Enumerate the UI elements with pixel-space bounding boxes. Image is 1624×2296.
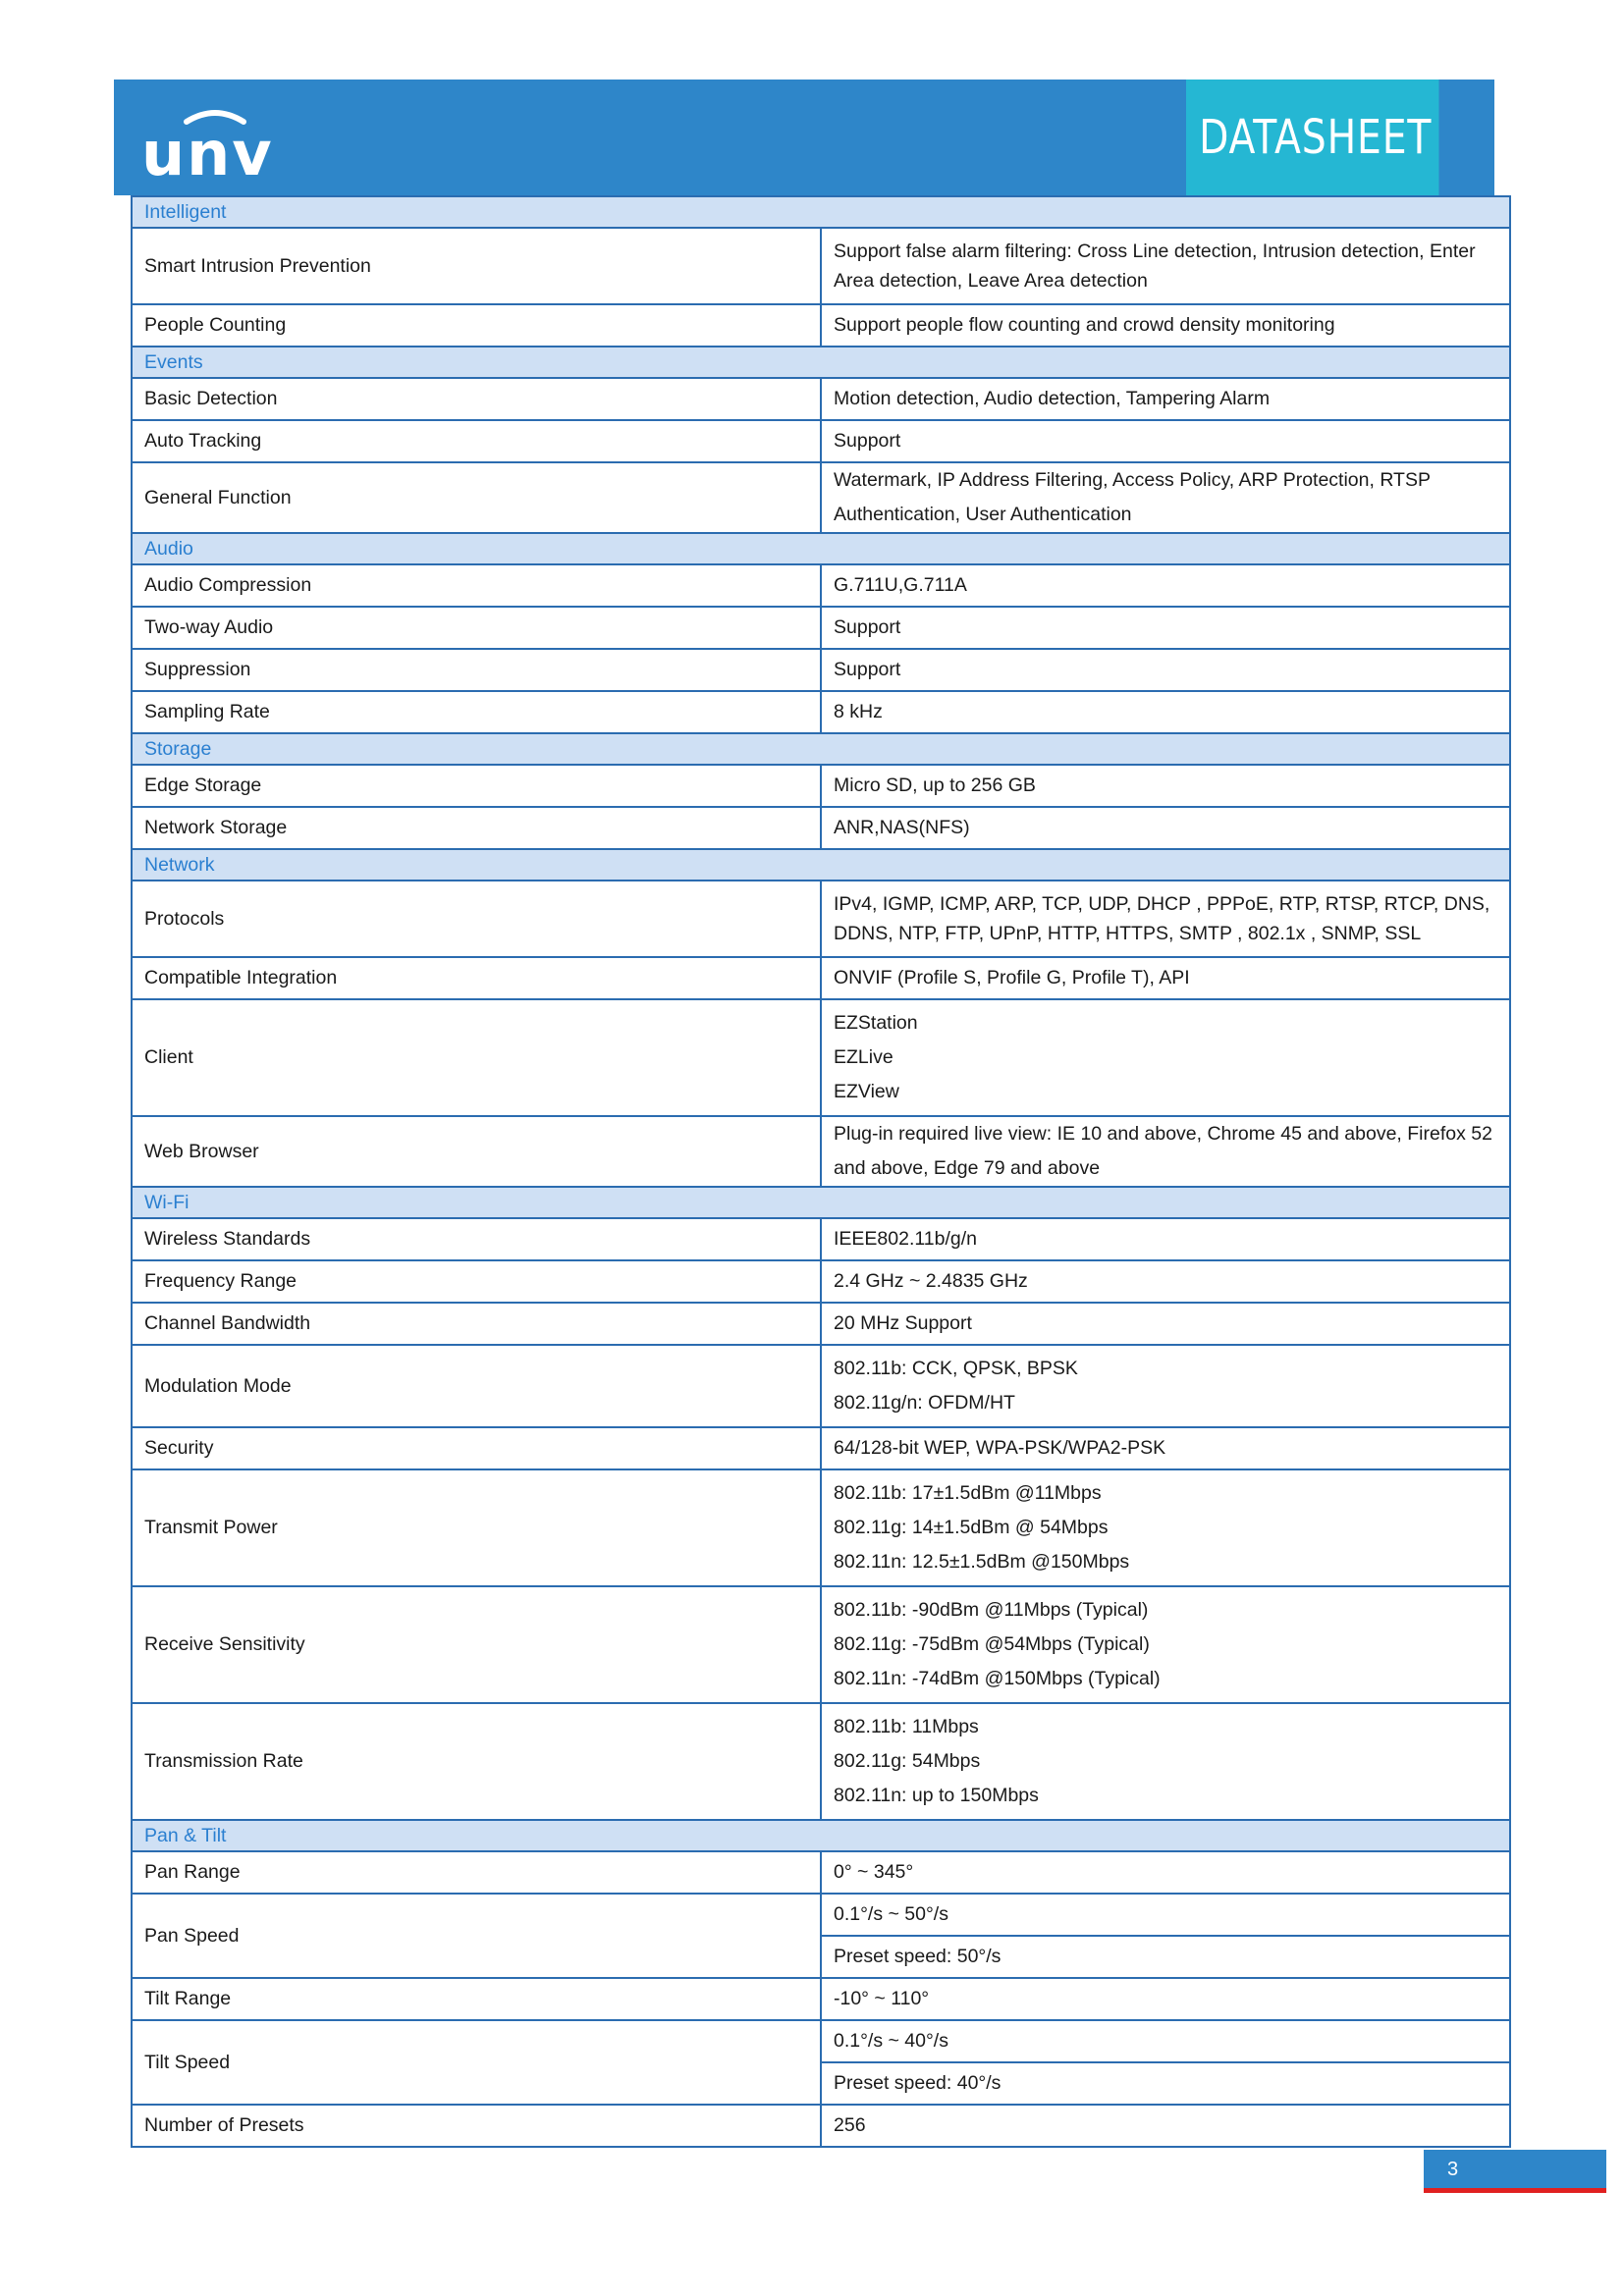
- spec-row: [132, 1260, 1510, 1303]
- spec-value: 2.4 GHz ~ 2.4835 GHz: [821, 1260, 1510, 1303]
- section-header: [132, 1820, 1510, 1851]
- spec-value: 0.1°/s ~ 40°/s: [821, 2020, 1510, 2062]
- section-title: Intelligent: [132, 196, 1510, 228]
- spec-label: Smart Intrusion Prevention: [132, 228, 821, 304]
- spec-row: [132, 1218, 1510, 1260]
- spec-value: EZLive: [834, 1046, 893, 1068]
- spec-value: Support: [821, 607, 1510, 649]
- spec-value: 20 MHz Support: [821, 1303, 1510, 1345]
- spec-label: Modulation Mode: [132, 1345, 821, 1427]
- section-title: Storage: [132, 733, 1510, 765]
- spec-row: [132, 564, 1510, 607]
- spec-row: [132, 462, 1510, 533]
- spec-value: IEEE802.11b/g/n: [821, 1218, 1510, 1260]
- spec-label: Client: [132, 999, 821, 1116]
- spec-row: [132, 1116, 1510, 1187]
- spec-row: [132, 881, 1510, 957]
- spec-label: Tilt Speed: [132, 2020, 821, 2105]
- spec-value: 802.11b: -90dBm @11Mbps (Typical): [834, 1599, 1149, 1621]
- spec-value: Support: [821, 420, 1510, 462]
- section-title: Pan & Tilt: [132, 1820, 1510, 1851]
- spec-value: Watermark, IP Address Filtering, Access Policy, ARP Protection, RTSP Authentication, User Authentication: [821, 462, 1510, 533]
- spec-value-list: [821, 999, 1510, 1116]
- spec-value: 0.1°/s ~ 50°/s: [821, 1894, 1510, 1936]
- spec-label: Transmission Rate: [132, 1703, 821, 1820]
- spec-row: [132, 420, 1510, 462]
- spec-value-list: [821, 1345, 1510, 1427]
- spec-label: Edge Storage: [132, 765, 821, 807]
- spec-row: [132, 1427, 1510, 1469]
- spec-label: Receive Sensitivity: [132, 1586, 821, 1703]
- spec-label: General Function: [132, 462, 821, 533]
- spec-row: [132, 1586, 1510, 1703]
- spec-value: 802.11b: CCK, QPSK, BPSK: [834, 1358, 1078, 1379]
- spec-value: ANR,NAS(NFS): [821, 807, 1510, 849]
- spec-table: [131, 195, 1511, 2148]
- spec-label: Basic Detection: [132, 378, 821, 420]
- spec-value: G.711U,G.711A: [821, 564, 1510, 607]
- spec-label: Web Browser: [132, 1116, 821, 1187]
- section-title: Network: [132, 849, 1510, 881]
- spec-row: [132, 1469, 1510, 1586]
- spec-label: Tilt Range: [132, 1978, 821, 2020]
- spec-label: Wireless Standards: [132, 1218, 821, 1260]
- spec-label: Network Storage: [132, 807, 821, 849]
- spec-value: 64/128-bit WEP, WPA-PSK/WPA2-PSK: [821, 1427, 1510, 1469]
- spec-row: [132, 304, 1510, 347]
- spec-value: 802.11b: 17±1.5dBm @11Mbps: [834, 1482, 1102, 1504]
- section-header: [132, 849, 1510, 881]
- spec-value: 802.11g: 14±1.5dBm @ 54Mbps: [834, 1517, 1109, 1538]
- section-title: Events: [132, 347, 1510, 378]
- section-header: [132, 533, 1510, 564]
- spec-value: Support false alarm filtering: Cross Line detection, Intrusion detection, Enter Area detection, Leave Area detection: [821, 228, 1510, 304]
- spec-row: [132, 1345, 1510, 1427]
- spec-label: Protocols: [132, 881, 821, 957]
- spec-value: -10° ~ 110°: [821, 1978, 1510, 2020]
- spec-value: Preset speed: 50°/s: [821, 1936, 1510, 1978]
- spec-row: [132, 607, 1510, 649]
- spec-value-list: [821, 1586, 1510, 1703]
- spec-row: [132, 1894, 1510, 1936]
- spec-label: Transmit Power: [132, 1469, 821, 1586]
- spec-label: People Counting: [132, 304, 821, 347]
- spec-row: [132, 957, 1510, 999]
- spec-value: IPv4, IGMP, ICMP, ARP, TCP, UDP, DHCP , PPPoE, RTP, RTSP, RTCP, DNS, DDNS, NTP, FTP, UPnP, HTTP, HTTPS, SMTP , 802.1x , SNMP, SSL: [821, 881, 1510, 957]
- spec-value: ONVIF (Profile S, Profile G, Profile T), API: [821, 957, 1510, 999]
- section-header: [132, 347, 1510, 378]
- page-number: 3: [1424, 2150, 1606, 2189]
- spec-row: [132, 378, 1510, 420]
- spec-value: 802.11n: -74dBm @150Mbps (Typical): [834, 1668, 1161, 1689]
- spec-value: 802.11b: 11Mbps: [834, 1716, 979, 1737]
- spec-label: Frequency Range: [132, 1260, 821, 1303]
- section-header: [132, 196, 1510, 228]
- spec-value-list: [821, 1703, 1510, 1820]
- spec-value: 802.11n: up to 150Mbps: [834, 1785, 1039, 1806]
- spec-row: [132, 1851, 1510, 1894]
- spec-label: Security: [132, 1427, 821, 1469]
- spec-label: Channel Bandwidth: [132, 1303, 821, 1345]
- spec-row: [132, 807, 1510, 849]
- svg-text:unv: unv: [141, 118, 274, 181]
- spec-row: [132, 691, 1510, 733]
- spec-row: [132, 2020, 1510, 2062]
- spec-row: [132, 228, 1510, 304]
- spec-label: Two-way Audio: [132, 607, 821, 649]
- spec-row: [132, 765, 1510, 807]
- section-header: [132, 733, 1510, 765]
- spec-label: Suppression: [132, 649, 821, 691]
- spec-row: [132, 1303, 1510, 1345]
- section-title: Wi-Fi: [132, 1187, 1510, 1218]
- spec-value: Preset speed: 40°/s: [821, 2062, 1510, 2105]
- spec-value: Support people flow counting and crowd density monitoring: [821, 304, 1510, 347]
- spec-value: Support: [821, 649, 1510, 691]
- spec-value: EZStation: [834, 1012, 918, 1034]
- spec-value: 8 kHz: [821, 691, 1510, 733]
- spec-value: 256: [821, 2105, 1510, 2147]
- spec-value: 802.11g: 54Mbps: [834, 1750, 981, 1772]
- spec-value: 802.11g/n: OFDM/HT: [834, 1392, 1015, 1414]
- spec-row: [132, 649, 1510, 691]
- spec-value: Plug-in required live view: IE 10 and above, Chrome 45 and above, Firefox 52 and above, Edge 79 and above: [821, 1116, 1510, 1187]
- spec-row: [132, 1703, 1510, 1820]
- spec-label: Pan Range: [132, 1851, 821, 1894]
- spec-row: [132, 2105, 1510, 2147]
- spec-value: Motion detection, Audio detection, Tampering Alarm: [821, 378, 1510, 420]
- spec-value: EZView: [834, 1081, 899, 1102]
- spec-row: [132, 1978, 1510, 2020]
- spec-label: Number of Presets: [132, 2105, 821, 2147]
- spec-value: 802.11g: -75dBm @54Mbps (Typical): [834, 1633, 1150, 1655]
- spec-value-list: [821, 1469, 1510, 1586]
- section-title: Audio: [132, 533, 1510, 564]
- spec-row: [132, 999, 1510, 1116]
- datasheet-label: DATASHEET: [1186, 80, 1438, 195]
- spec-label: Pan Speed: [132, 1894, 821, 1978]
- spec-label: Compatible Integration: [132, 957, 821, 999]
- spec-label: Audio Compression: [132, 564, 821, 607]
- footer-accent-line: [1424, 2188, 1606, 2193]
- spec-value: 0° ~ 345°: [821, 1851, 1510, 1894]
- spec-label: Auto Tracking: [132, 420, 821, 462]
- spec-value: 802.11n: 12.5±1.5dBm @150Mbps: [834, 1551, 1130, 1573]
- unv-logo: [141, 102, 289, 181]
- spec-value: Micro SD, up to 256 GB: [821, 765, 1510, 807]
- section-header: [132, 1187, 1510, 1218]
- spec-label: Sampling Rate: [132, 691, 821, 733]
